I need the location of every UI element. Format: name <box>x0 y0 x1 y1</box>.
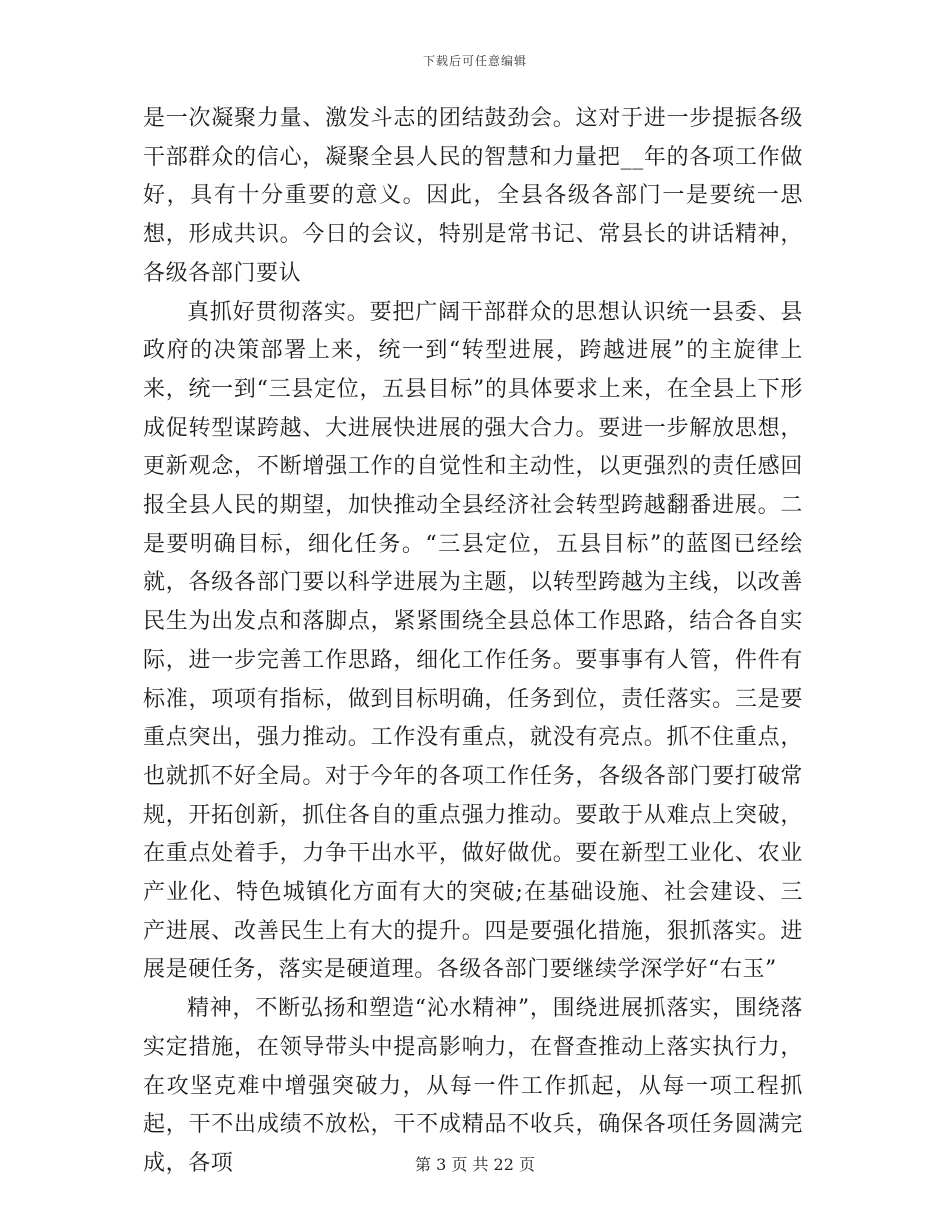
page-number: 第 3 页 共 22 页 <box>415 1155 535 1174</box>
paragraph-1: 是一次凝聚力量、激发斗志的团结鼓劲会。这对于进一步提振各级干部群众的信心，凝聚全县人民的智慧和力量把__年的各项工作做好，具有十分重要的意义。因此，全县各级各部门一是要统一思想，形成共识。今日的会议，特别是常书记、常县长的讲话精神，各级各部门要认 <box>143 106 803 286</box>
document-body <box>143 100 803 1184</box>
paragraph-3: 精神，不断弘扬和塑造“沁水精神”，围绕进展抓落实，围绕落实定措施，在领导带头中提高影响力，在督查推动上落实执行力，在攻坚克难中增强突破力，从每一件工作抓起，从每一项工程抓起，干不出成绩不放松，干不成精品不收兵，确保各项任务圆满完成，各项 <box>143 996 803 1176</box>
paragraph-2: 真抓好贯彻落实。要把广阔干部群众的思想认识统一县委、县政府的决策部署上来，统一到“转型进展，跨越进展”的主旋律上来，统一到“三县定位，五县目标”的具体要求上来，在全县上下形成促转型谋跨越、大进展快进展的强大合力。要进一步解放思想，更新观念，不断增强工作的自觉性和主动性，以更强烈的责任感回报全县人民的期望，加快推动全县经济社会转型跨越翻番进展。二是要明确目标，细化任务。“三县定位，五县目标”的蓝图已经绘就，各级各部门要以科学进展为主题，以转型跨越为主线，以改善民生为出发点和落脚点，紧紧围绕全县总体工作思路，结合各自实际，进一步完善工作思路，细化工作任务。要事事有人管，件件有标准，项项有指标，做到目标明确，任务到位，责任落实。三是要重点突出，强力推动。工作没有重点，就没有亮点。抓不住重点，也就抓不好全局。对于今年的各项工作任务，各级各部门要打破常规，开拓创新，抓住各自的重点强力推动。要敢于从难点上突破，在重点处着手，力争干出水平，做好做优。要在新型工业化、农业产业化、特色城镇化方面有大的突破;在基础设施、社会建设、三产进展、改善民生上有大的提升。四是要强化措施，狠抓落实。进展是硬任务，落实是硬道理。各级各部门要继续学深学好“右玉” <box>143 299 803 983</box>
page-header-note: 下载后可任意编辑 <box>422 54 527 68</box>
